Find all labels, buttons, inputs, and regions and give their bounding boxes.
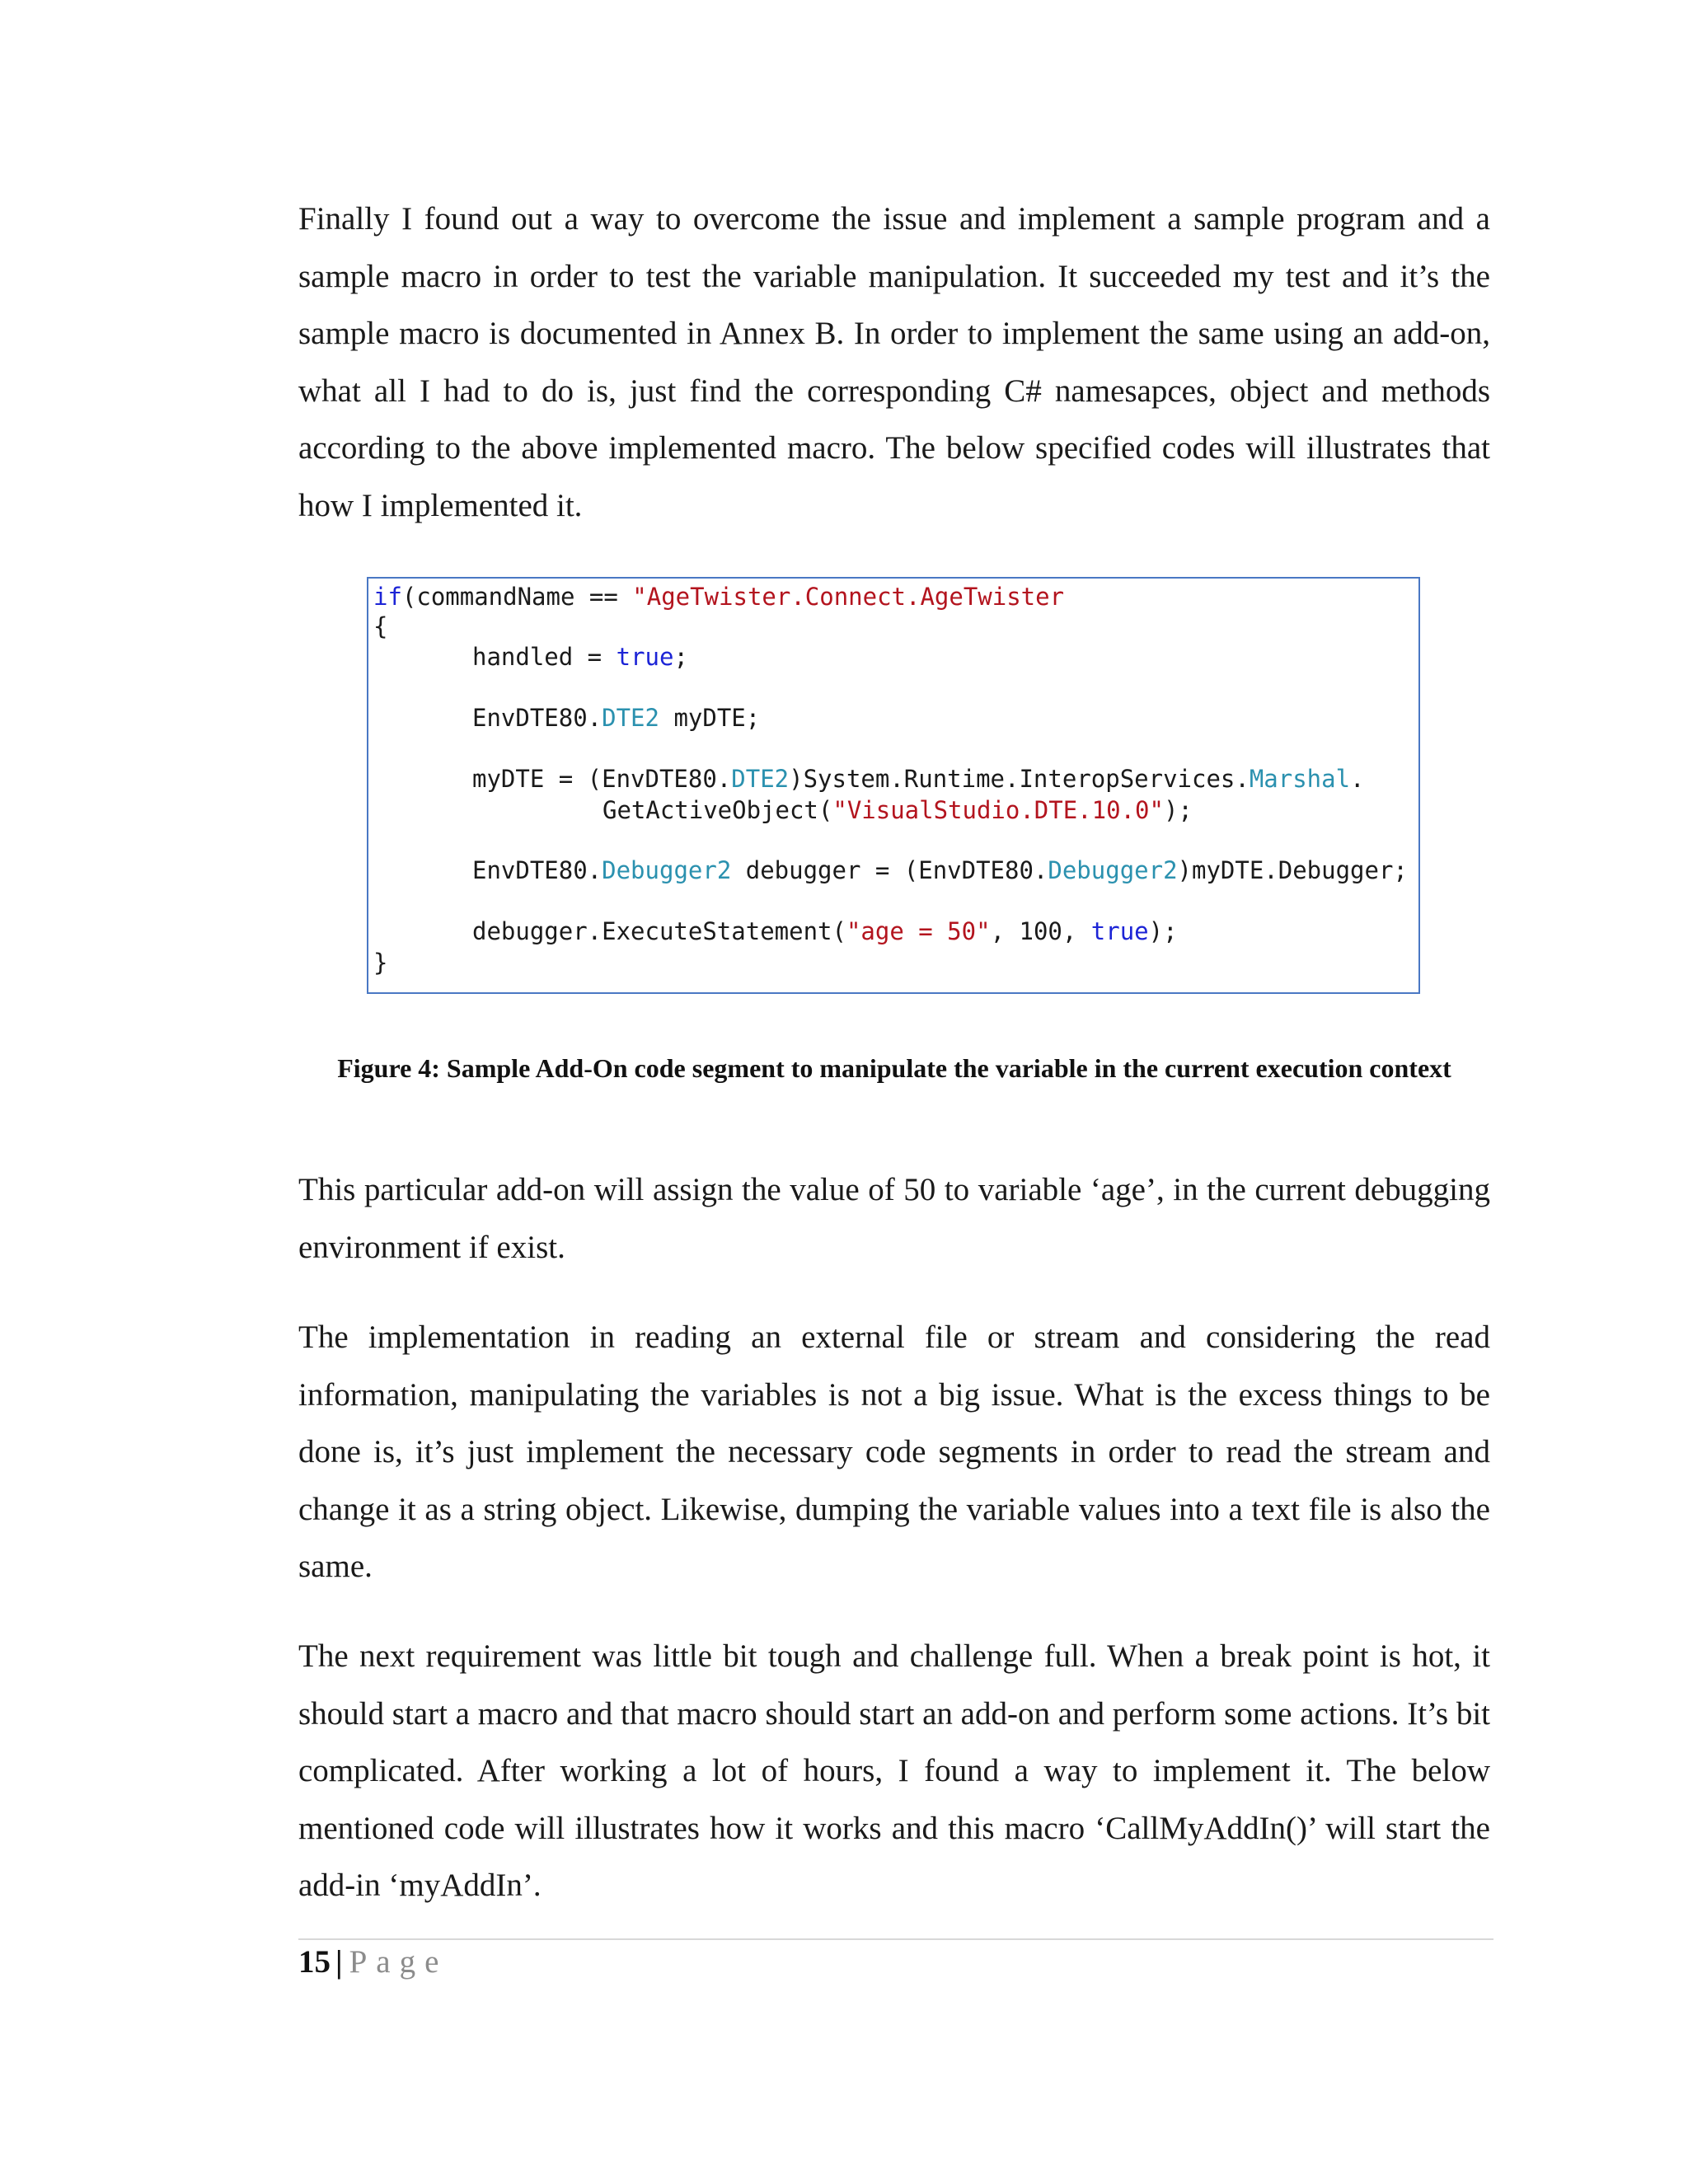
code-line [472,855,1408,885]
code-text: myDTE; [659,704,761,732]
code-text: )myDTE.Debugger; [1177,856,1408,884]
code-text: )System.Runtime.InteropServices. [789,765,1250,793]
code-text: debugger = (EnvDTE80. [731,856,1048,884]
footer-separator: | [335,1944,343,1980]
code-text: EnvDTE80. [472,704,603,732]
code-string: "VisualStudio.DTE.10.0" [832,796,1164,824]
code-text: EnvDTE80. [472,856,603,884]
page-footer [298,1942,448,1983]
code-text: (commandName == [401,583,633,611]
code-string: "age = 50" [846,917,991,945]
code-line: { [373,612,388,640]
code-line [603,795,1193,825]
page-label: Page [349,1944,448,1980]
body-paragraph: This particular add-on will assign the value of 50 to variable ‘age’, in the current debugging environment if exist. [298,1172,1490,1265]
code-line: } [373,949,388,977]
code-text: ; [673,643,688,671]
code-line [472,764,1365,794]
body-paragraph: The implementation in reading an external file or stream and considering the read information, manipulating the variables is not a big issue. What is the excess things to be done is, it’s just implement the necessary code segments in order to read the stream and change it as a string object. Likewise, dumping the variable values into a text file is also the same. [298,1319,1490,1584]
code-line [373,582,1064,612]
body-paragraph: Finally I found out a way to overcome the issue and implement a sample program and a sample macro in order to test the variable manipulation. It succeeded my test and it’s the sample macro is documented in Annex B. In order to implement the same using an add-on, what all I had to do is, just find the corresponding C# namesapces, object and methods according to the above implemented macro. The below specified codes will illustrates that how I implemented it. [298,201,1490,523]
code-listing [367,577,1420,994]
code-keyword: if [373,583,402,611]
code-line [472,916,1178,946]
figure-caption: Figure 4: Sample Add-On code segment to manipulate the variable in the current execution context [337,1053,1451,1083]
code-text: ); [1163,796,1193,824]
code-keyword: true [616,643,674,671]
code-text: handled = [472,643,617,671]
code-type: Debugger2 [1048,856,1178,884]
footer-divider [298,1938,1493,1940]
page-number: 15 [298,1944,331,1980]
body-paragraph: The next requirement was little bit tough and challenge full. When a break point is hot, it should start a macro and that macro should start an add-on and perform some actions. It’s bit complicated. After working a lot of hours, I found a way to implement it. The below mentioned code will illustrates how it works and this macro ‘CallMyAddIn()’ will start the add-in ‘myAddIn’. [298,1638,1490,1903]
code-type: Debugger2 [602,856,732,884]
code-text: debugger.ExecuteStatement( [472,917,846,945]
code-type: Marshal [1249,765,1351,793]
code-text: , 100, [990,917,1091,945]
code-type: DTE2 [602,704,659,732]
code-string: "AgeTwister.Connect.AgeTwister [632,583,1065,611]
code-type: DTE2 [731,765,790,793]
code-text: ); [1148,917,1178,945]
code-text: myDTE = (EnvDTE80. [472,765,732,793]
code-text: . [1350,765,1365,793]
code-keyword: true [1090,917,1149,945]
code-text: GetActiveObject( [603,796,833,824]
code-line [472,642,688,672]
code-line [472,703,760,733]
